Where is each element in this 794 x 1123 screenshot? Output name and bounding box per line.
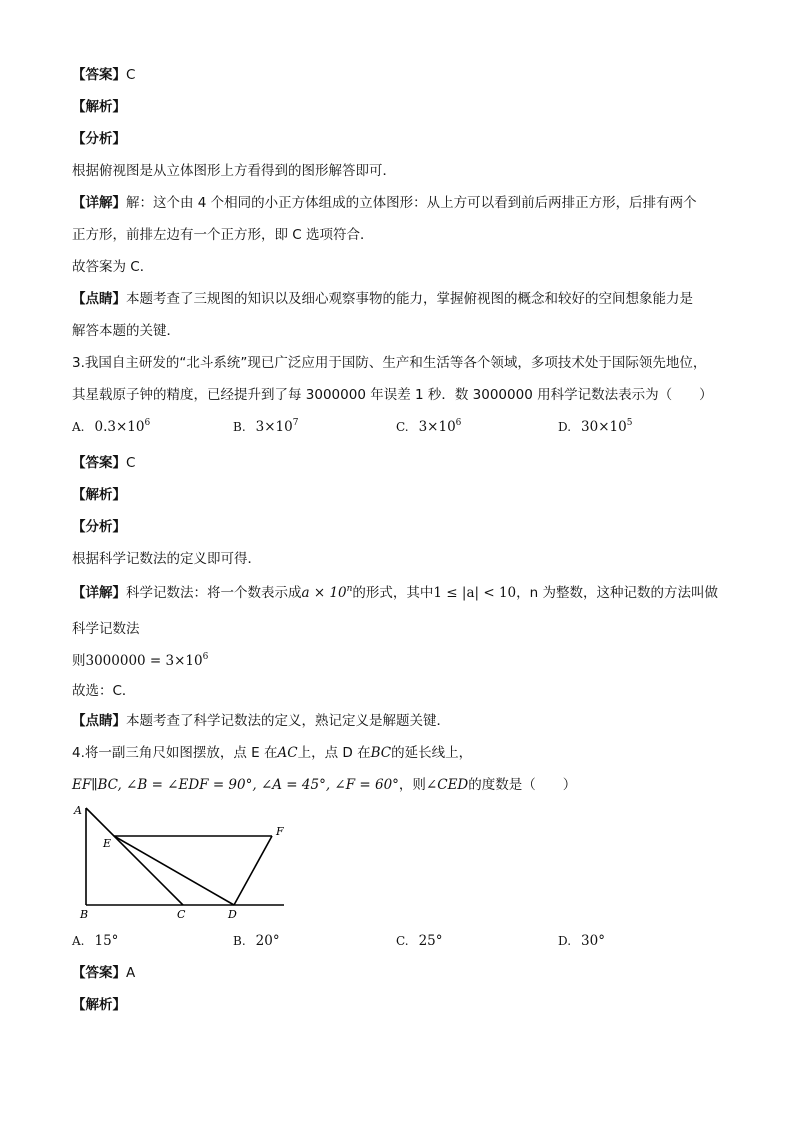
ze-prefix: 则 xyxy=(72,653,86,669)
option-letter: B. xyxy=(233,934,246,948)
q3-stem-line2: 其星载原子钟的精度，已经提升到了每 3000000 年误差 1 秒．数 3000000 用科学记数法表示为（ ） xyxy=(72,387,713,403)
option-letter: A. xyxy=(72,934,85,948)
answer-value: C xyxy=(126,455,136,471)
label-f: F xyxy=(276,825,284,838)
answer-tag: 【答案】 xyxy=(72,67,126,83)
label-c: C xyxy=(177,908,186,921)
stem-tail: 的度数是（ ） xyxy=(468,777,577,793)
label-b: B xyxy=(80,908,89,921)
option-exp: 6 xyxy=(144,418,151,428)
option-base: 0.3×10 xyxy=(94,419,145,435)
option-letter: C. xyxy=(396,934,409,948)
option-exp: 5 xyxy=(626,418,633,428)
xiangjie-math: a × 10 xyxy=(301,585,347,601)
xiangjie-text: 解：这个由 4 个相同的小正方体组成的立体图形：从上方可以看到前后两排正方形，后排有两个 xyxy=(126,195,697,211)
triangle-figure xyxy=(70,798,290,922)
answer-tag: 【答案】 xyxy=(72,965,126,981)
q3-option-d[interactable] xyxy=(558,418,632,436)
option-base: 3×10 xyxy=(255,419,293,435)
xiangjie-text-b: 的形式，其中 xyxy=(352,585,434,601)
q4-stem-line2 xyxy=(72,776,576,794)
segment-ac xyxy=(86,808,183,905)
answer-value: A xyxy=(126,965,136,981)
q2-xiangjie xyxy=(72,194,697,212)
option-letter: D. xyxy=(558,934,572,948)
stem-text: ，则 xyxy=(398,777,426,793)
q4-option-b[interactable] xyxy=(233,932,280,950)
option-base: 30×10 xyxy=(581,419,627,435)
dianjing-tag: 【点睛】 xyxy=(72,291,126,307)
q2-dianjing xyxy=(72,290,693,308)
stem-text-b: 上，点 D 在 xyxy=(297,745,371,761)
dianjing-text: 本题考查了三规图的知识以及细心观察事物的能力，掌握俯视图的概念和较好的空间想象能力是 xyxy=(126,291,693,307)
q2-answer xyxy=(72,66,135,84)
xiangjie-tag: 【详解】 xyxy=(72,195,126,211)
stem-text-a: 4.将一副三角尺如图摆放，点 E 在 xyxy=(72,745,278,761)
q3-option-c[interactable] xyxy=(396,418,461,436)
option-letter: A. xyxy=(72,420,85,434)
q3-jiexi: 【解析】 xyxy=(72,487,126,503)
q4-option-d[interactable] xyxy=(558,932,605,950)
option-letter: D. xyxy=(558,420,572,434)
q2-dianjing-text2: 解答本题的关键． xyxy=(72,323,180,339)
q3-xiangjie-text2: 科学记数法 xyxy=(72,621,140,637)
q4-stem-line1 xyxy=(72,744,472,762)
option-value: 30° xyxy=(581,933,605,949)
option-base: 3×10 xyxy=(418,419,456,435)
answer-value: C xyxy=(126,67,136,83)
stem-ac: AC xyxy=(277,745,298,761)
stem-ced: ∠CED xyxy=(425,777,469,793)
xiangjie-text-c: ，n 为整数，这种记数的方法叫做 xyxy=(516,585,718,601)
q4-option-a[interactable] xyxy=(72,932,118,950)
q4-jiexi: 【解析】 xyxy=(72,997,126,1013)
q3-answer xyxy=(72,454,135,472)
q2-xiangjie-text2: 正方形，前排左边有一个正方形，即 C 选项符合． xyxy=(72,227,374,243)
q3-conclusion: 故选：C． xyxy=(72,683,136,699)
dianjing-text: 本题考查了科学记数法的定义，熟记定义是解题关键． xyxy=(126,713,450,729)
answer-tag: 【答案】 xyxy=(72,455,126,471)
xiangjie-text-a: 科学记数法：将一个数表示成 xyxy=(126,585,302,601)
option-exp: 6 xyxy=(455,418,462,428)
q3-ze xyxy=(72,652,208,670)
q4-answer xyxy=(72,964,135,982)
ze-exp: 6 xyxy=(202,652,209,662)
q3-option-b[interactable] xyxy=(233,418,298,436)
xiangjie-tag: 【详解】 xyxy=(72,585,126,601)
option-value: 15° xyxy=(94,933,119,949)
q3-dianjing xyxy=(72,712,450,730)
q3-fenxi-text: 根据科学记数法的定义即可得． xyxy=(72,551,261,567)
xiangjie-exp: n xyxy=(346,584,353,594)
option-exp: 7 xyxy=(292,418,299,428)
label-e: E xyxy=(103,837,112,850)
segment-ed xyxy=(114,836,234,905)
q2-fenxi: 【分析】 xyxy=(72,131,126,147)
segment-fd xyxy=(234,836,272,905)
stem-bc: BC xyxy=(370,745,392,761)
q4-option-c[interactable] xyxy=(396,932,443,950)
ze-math: 3000000 = 3×10 xyxy=(85,653,203,669)
q3-xiangjie xyxy=(72,584,718,602)
stem-conditions: EF∥BC, ∠B = ∠EDF = 90°, ∠A = 45°, ∠F = 60° xyxy=(72,777,399,793)
q2-fenxi-text: 根据俯视图是从立体图形上方看得到的图形解答即可． xyxy=(72,163,396,179)
option-value: 20° xyxy=(255,933,280,949)
q3-option-a[interactable] xyxy=(72,418,150,436)
label-d: D xyxy=(228,908,237,921)
option-letter: C. xyxy=(396,420,409,434)
label-a: A xyxy=(74,804,82,817)
option-value: 25° xyxy=(418,933,443,949)
stem-text-c: 的延长线上， xyxy=(391,745,473,761)
q2-conclusion: 故答案为 C． xyxy=(72,259,154,275)
option-letter: B. xyxy=(233,420,246,434)
q3-stem-line1: 3.我国自主研发的“北斗系统”现已广泛应用于国防、生产和生活等各个领域，多项技术处于国际领先地位， xyxy=(72,355,707,371)
dianjing-tag: 【点睛】 xyxy=(72,713,126,729)
q3-fenxi: 【分析】 xyxy=(72,519,126,535)
q2-jiexi: 【解析】 xyxy=(72,99,126,115)
xiangjie-ineq: 1 ≤ |a| < 10 xyxy=(433,585,517,601)
